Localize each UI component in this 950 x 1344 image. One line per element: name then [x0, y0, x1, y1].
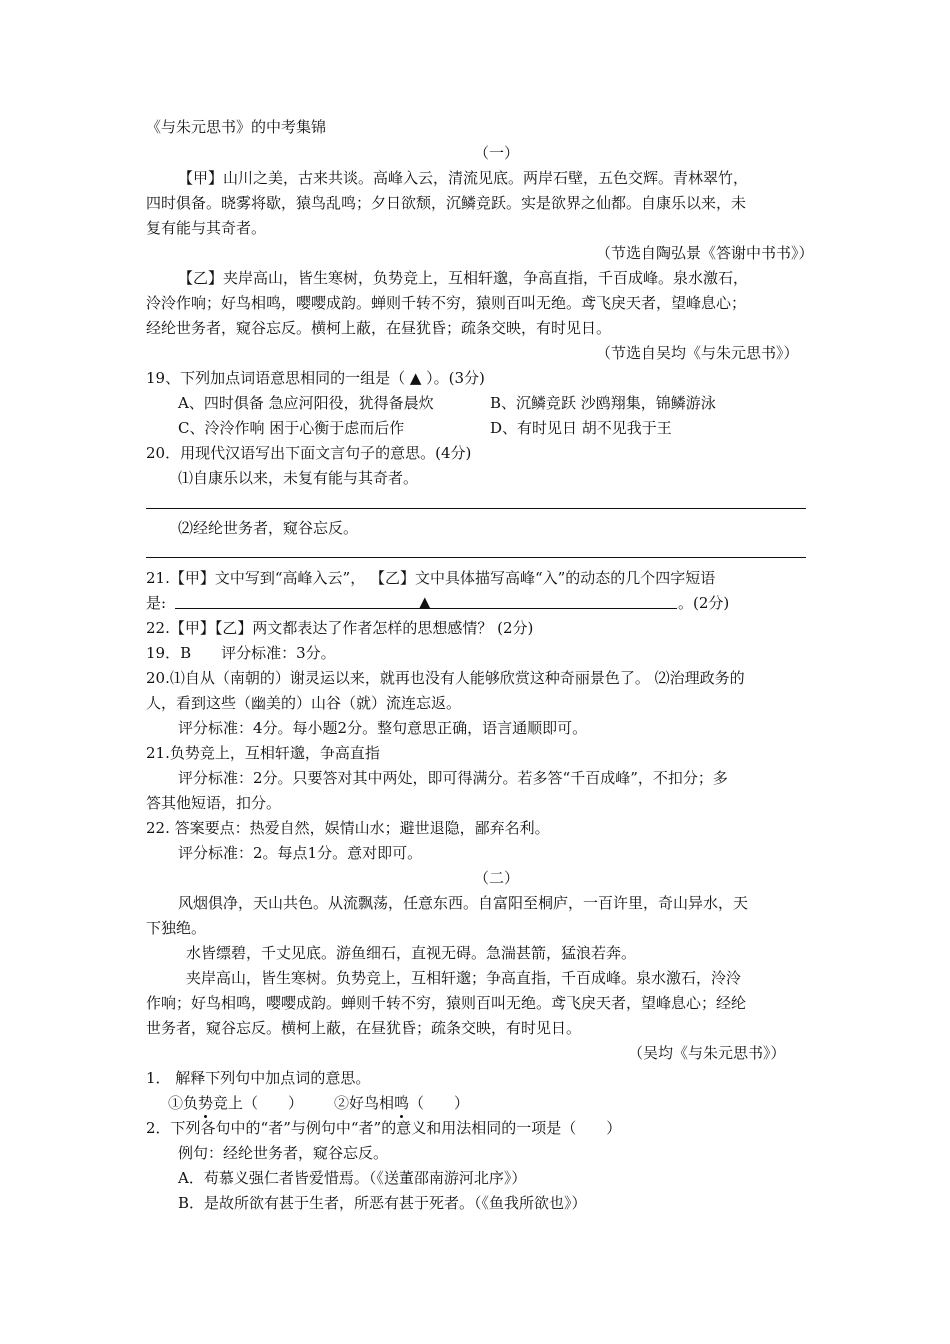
section-one-heading: （一） — [474, 144, 520, 162]
question-20-item-2: ⑵经纶世务者，窥谷忘反。 — [178, 519, 359, 537]
passage-2-line: 风烟俱净，天山共色。从流飘荡，任意东西。自富阳至桐庐，一百许里，奇山异水，天 — [178, 894, 749, 912]
answer-21-score: 评分标准：2分。只要答对其中两处，即可得满分。若多答“千百成峰”，不扣分；多 — [178, 769, 728, 787]
dotted-word: 势 — [198, 1094, 214, 1112]
question-21-score: 。(2分) — [678, 594, 730, 612]
question-19-stem: 19、下列加点词语意思相同的一组是（ ▲ ）。(3分) — [146, 369, 485, 387]
yi-source: （节选自吴均《与朱元思书》） — [596, 344, 799, 362]
question-20-stem: 20．用现代汉语写出下面文言句子的意思。(4分) — [146, 444, 472, 462]
answer-21-score: 答其他短语，扣分。 — [146, 794, 282, 812]
question-1-stem: 1． 解释下列句中加点词的意思。 — [146, 1069, 371, 1087]
answer-20-line: 人，看到这些（幽美的）山谷（就）流连忘返。 — [146, 694, 462, 712]
item-text: 竞上（ ） — [213, 1094, 304, 1112]
jia-passage-line: 四时俱备。晓雾将歇，猿鸟乱鸣；夕日欲颓，沉鳞竞跃。实是欲界之仙都。自康乐以来，未 — [146, 194, 747, 212]
passage-2-line: 水皆缥碧，千丈见底。游鱼细石，直视无碍。急湍甚箭，猛浪若奔。 — [186, 944, 637, 962]
passage-2-line: 夹岸高山，皆生寒树。负势竞上，互相轩邈；争高直指，千百成峰。泉水激石，泠泠 — [186, 969, 742, 987]
item-text: ①负 — [168, 1094, 199, 1112]
blank-marker: ▲ — [419, 593, 431, 611]
passage-2-line: 下独绝。 — [146, 919, 207, 937]
question-21-line: 21.【甲】文中写到“高峰入云”， 【乙】文中具体描写高峰“入”的动态的几个四字短语 — [146, 569, 716, 587]
answer-20-score: 评分标准：4分。每小题2分。整句意思正确，语言通顺即可。 — [178, 719, 588, 737]
question-2-stem: 2．下列各句中的“者”与例句中“者”的意义和用法相同的一项是（ ） — [146, 1119, 622, 1137]
question-19-option-d: D、有时见日 胡不见我于王 — [490, 419, 672, 437]
passage-2-line: 世务者，窥谷忘反。横柯上蔽，在昼犹昏；疏条交映，有时见日。 — [146, 1019, 582, 1037]
question-2-option-a: A．苟慕义强仁者皆爱惜焉。（《送董邵南游河北序》） — [178, 1169, 527, 1187]
document-title: 《与朱元思书》的中考集锦 — [146, 118, 327, 136]
question-19-option-b: B、沉鳞竞跃 沙鸥翔集，锦鳞游泳 — [490, 394, 716, 412]
item-text: （ ） — [409, 1094, 470, 1112]
answer-20-line: 20.⑴自从（南朝的）谢灵运以来，就再也没有人能够欣赏这种奇丽景色了。 ⑵治理政务的 — [146, 669, 745, 687]
question-19-option-c: C、泠泠作响 困于心衡于虑而后作 — [178, 419, 405, 437]
passage-2-line: 作响；好鸟相鸣，嘤嘤成韵。蝉则千转不穷，猿则百叫无绝。鸢飞戾天者，望峰息心；经纶 — [146, 994, 747, 1012]
answer-line[interactable] — [146, 508, 806, 509]
answer-22-score: 评分标准：2。每点1分。意对即可。 — [178, 844, 423, 862]
question-19-option-a: A、四时俱备 急应河阳役，犹得备晨炊 — [178, 394, 434, 412]
question-22-stem: 22.【甲】【乙】两文都表达了作者怎样的思想感情？ (2分) — [146, 619, 534, 637]
section-two-heading: （二） — [474, 869, 520, 887]
question-2-example: 例句：经纶世务者，窥谷忘反。 — [178, 1144, 389, 1162]
yi-passage-line: 泠泠作响；好鸟相鸣，嘤嘤成韵。蝉则千转不穷，猿则百叫无绝。鸢飞戾天者，望峰息心； — [146, 294, 747, 312]
item-text: ②好鸟相 — [334, 1094, 395, 1112]
jia-passage-line: 【甲】山川之美，古来共谈。高峰入云，清流见底。两岸石壁，五色交辉。青林翠竹， — [178, 169, 749, 187]
yi-passage-line: 经纶世务者，窥谷忘反。横柯上蔽，在昼犹昏；疏条交映，有时见日。 — [146, 319, 612, 337]
question-21-prefix: 是: — [146, 594, 167, 612]
answer-line[interactable] — [146, 557, 806, 558]
yi-passage-line: 【乙】夹岸高山，皆生寒树，负势竞上，互相轩邈，争高直指，千百成峰。泉水激石， — [178, 269, 749, 287]
question-2-option-b: B．是故所欲有甚于生者，所恶有甚于死者。（《鱼我所欲也》） — [178, 1194, 587, 1212]
jia-passage-line: 复有能与其奇者。 — [146, 219, 267, 237]
answer-19: 19．B 评分标准：3分。 — [146, 644, 336, 662]
passage-2-source: （吴均《与朱元思书》） — [628, 1044, 786, 1062]
question-20-item-1: ⑴自康乐以来，未复有能与其奇者。 — [178, 469, 419, 487]
jia-source: （节选自陶弘景《答谢中书书》） — [596, 244, 814, 262]
question-1-item-2 — [334, 1093, 469, 1113]
dotted-word: 鸣 — [394, 1094, 410, 1112]
answer-21: 21.负势竞上，互相轩邈，争高直指 — [146, 744, 380, 762]
answer-22: 22. 答案要点：热爱自然，娱情山水；避世退隐，鄙弃名利。 — [146, 819, 550, 837]
question-1-item-1 — [168, 1093, 303, 1113]
